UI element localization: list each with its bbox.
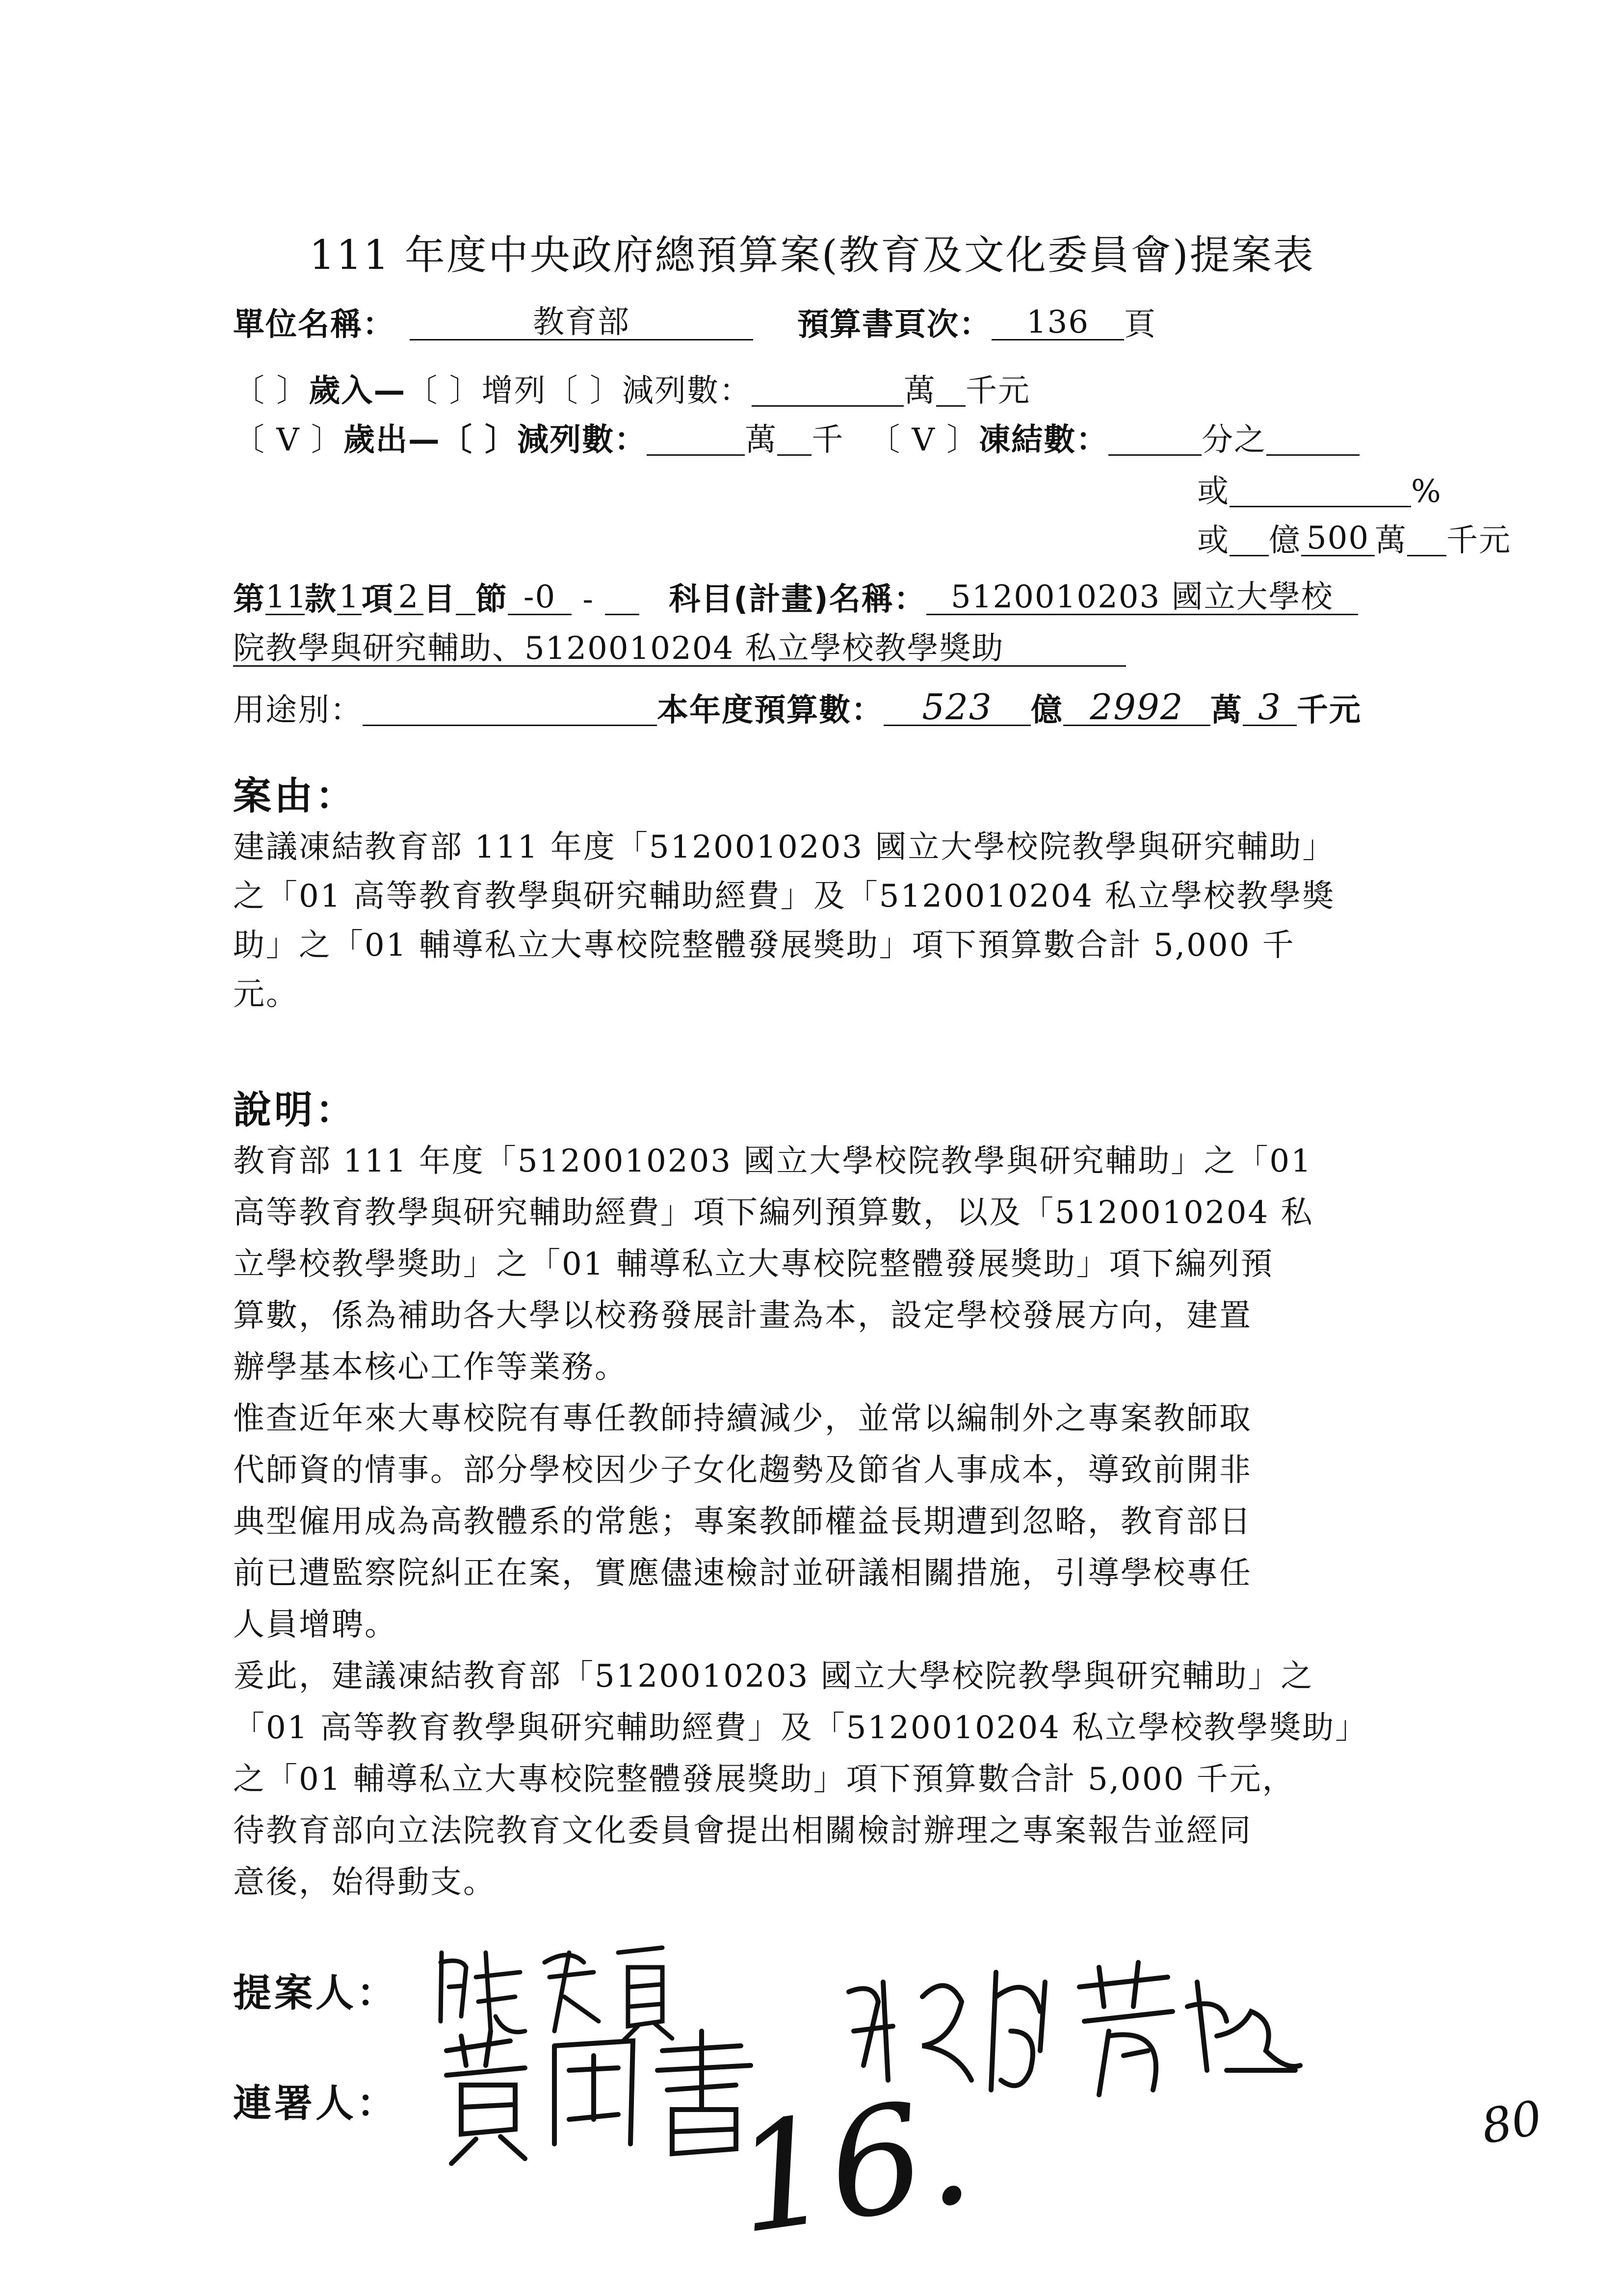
freeze-label: 凍結數：	[979, 422, 1109, 458]
freeze-numerator-blank	[1266, 422, 1360, 456]
revenue-checkbox: 〔 〕	[233, 373, 309, 409]
annual-budget-qian-value: 3	[1243, 689, 1297, 726]
item-xiang-value: 1	[337, 581, 362, 615]
usage-label: 用途別：	[233, 692, 363, 729]
or-amount-yi-blank	[1230, 522, 1269, 556]
expense-unit-wan: 萬	[745, 422, 778, 458]
or-percent-row	[1197, 473, 1442, 510]
item-dash-blank	[605, 581, 639, 615]
reason-line: 建議凍結教育部 111 年度「5120010203 國立大學校院教學與研究輔助」	[233, 829, 1336, 865]
item-mu-value: 2	[394, 581, 423, 615]
cosigner-label: 連署人：	[233, 2082, 398, 2126]
annual-budget-qian: 千元	[1297, 692, 1362, 729]
revenue-label: 歲入—	[309, 373, 406, 409]
unit-row	[233, 304, 1156, 343]
usage-row	[233, 686, 1362, 729]
or-amount-wan: 萬	[1375, 522, 1407, 559]
or-percent-prefix: 或	[1197, 473, 1230, 510]
or-amount-qian-blank	[1407, 522, 1446, 556]
or-amount-yi: 億	[1269, 522, 1301, 559]
or-amount-prefix: 或	[1197, 522, 1230, 559]
item-di: 第	[233, 581, 265, 618]
or-amount-row	[1197, 520, 1511, 559]
expense-checkbox: 〔 V 〕	[233, 422, 343, 458]
page-number: 80	[1477, 2090, 1546, 2155]
item-jie: 節	[475, 581, 508, 618]
reason-heading: 案由：	[233, 774, 357, 818]
annual-budget-wan-value: 2992	[1063, 689, 1210, 726]
revenue-row	[233, 373, 1030, 407]
subject-value-2: 院教學與研究輔助、5120010204 私立學校教學獎助	[233, 633, 1126, 667]
subject-label: 科目(計畫)名稱：	[669, 581, 926, 618]
item-row	[233, 579, 1358, 618]
reason-line: 之「01 高等教育教學與研究輔助經費」及「5120010204 私立學校教學獎	[233, 878, 1336, 914]
annual-budget-wan: 萬	[1210, 692, 1243, 729]
expense-qian-blank	[777, 422, 812, 456]
freeze-denominator-blank	[1108, 422, 1202, 456]
item-jie-value: -0	[508, 581, 572, 615]
page-title: 111 年度中央政府總預算案(教育及文化委員會)提案表	[309, 232, 1315, 279]
handwritten-number: 16.	[725, 2064, 981, 2267]
revenue-decrease: 〔 〕減列數：	[546, 373, 752, 409]
explanation-line: 立學校教學獎助」之「01 輔導私立大專校院整體發展獎助」項下編列預	[233, 1246, 1274, 1282]
explanation-line: 前已遭監察院糾正在案，實應儘速檢討並研議相關措施，引導學校專任	[233, 1555, 1252, 1592]
explanation-line: 辦學基本核心工作等業務。	[233, 1349, 628, 1385]
subject-value-1: 5120010203 國立大學校	[926, 581, 1358, 615]
or-percent-blank	[1230, 473, 1411, 507]
item-jie-blank	[456, 581, 475, 615]
explanation-line: 爰此，建議凍結教育部「5120010203 國立大學校院教學與研究輔助」之	[233, 1658, 1314, 1695]
reason-line: 助」之「01 輔導私立大專校院整體發展獎助」項下預算數合計 5,000 千	[233, 927, 1295, 964]
budget-page-suffix: 頁	[1124, 307, 1156, 343]
reason-line: 元。	[233, 976, 299, 1013]
unit-value: 教育部	[410, 307, 753, 340]
freeze-fraction: 分之	[1202, 422, 1267, 458]
revenue-unit-qian: 千元	[966, 373, 1031, 409]
usage-blank	[363, 692, 657, 726]
item-dash: -	[572, 581, 605, 618]
budget-page-label: 預算書頁次：	[797, 307, 992, 343]
annual-budget-yi-value: 523	[884, 689, 1031, 726]
explanation-line: 算數，係為補助各大學以校務發展計畫為本，設定學校發展方向，建置	[233, 1298, 1252, 1334]
expense-unit-qian: 千	[812, 422, 844, 458]
explanation-line: 惟查近年來大專校院有專任教師持續減少，並常以編制外之專案教師取	[233, 1401, 1252, 1437]
revenue-increase: 〔 〕增列	[406, 373, 547, 409]
annual-budget-yi: 億	[1031, 692, 1063, 729]
budget-page-value: 136	[992, 307, 1124, 340]
explanation-line: 之「01 輔導私立大專校院整體發展獎助」項下預算數合計 5,000 千元，	[233, 1761, 1295, 1798]
unit-label: 單位名稱：	[233, 307, 395, 343]
explanation-line: 教育部 111 年度「5120010203 國立大學校院教學與研究輔助」之「01	[233, 1143, 1312, 1179]
expense-wan-blank	[647, 422, 745, 456]
explanation-heading: 說明：	[233, 1088, 357, 1132]
expense-label: 歲出—	[343, 422, 441, 458]
explanation-line: 意後，始得動支。	[233, 1864, 496, 1901]
explanation-line: 高等教育教學與研究輔助經費」項下編列預算數，以及「5120010204 私	[233, 1195, 1314, 1231]
explanation-line: 代師資的情事。部分學校因少子女化趨勢及節省人事成本，導致前開非	[233, 1452, 1252, 1488]
or-percent-suffix: %	[1411, 473, 1442, 510]
freeze-checkbox: 〔 V 〕	[868, 422, 979, 458]
item-mu: 目	[423, 581, 456, 618]
item-kuan: 款	[305, 581, 337, 618]
explanation-line: 人員增聘。	[233, 1607, 397, 1643]
explanation-line: 典型僱用成為高教體系的常態；專案教師權益長期遭到忽略，教育部日	[233, 1504, 1252, 1540]
cosigner-signature-1	[427, 2021, 770, 2168]
proposer-label: 提案人：	[233, 1971, 398, 2015]
expense-decrease: 〔 〕減列數：	[440, 422, 647, 458]
annual-budget-label: 本年度預算數：	[657, 692, 884, 729]
expense-row	[233, 422, 1360, 456]
or-amount-wan-value: 500	[1301, 522, 1375, 556]
explanation-line: 「01 高等教育教學與研究輔助經費」及「5120010204 私立學校教學獎助」	[233, 1710, 1368, 1746]
revenue-wan-blank	[752, 373, 904, 407]
revenue-qian-blank	[936, 373, 966, 407]
item-kuan-value: 11	[265, 579, 308, 615]
item-xiang: 項	[362, 581, 394, 618]
revenue-unit-wan: 萬	[904, 373, 937, 409]
or-amount-qian: 千元	[1446, 522, 1511, 559]
explanation-line: 待教育部向立法院教育文化委員會提出相關檢討辦理之專案報告並經同	[233, 1813, 1252, 1849]
subject-row-2	[233, 630, 1126, 667]
